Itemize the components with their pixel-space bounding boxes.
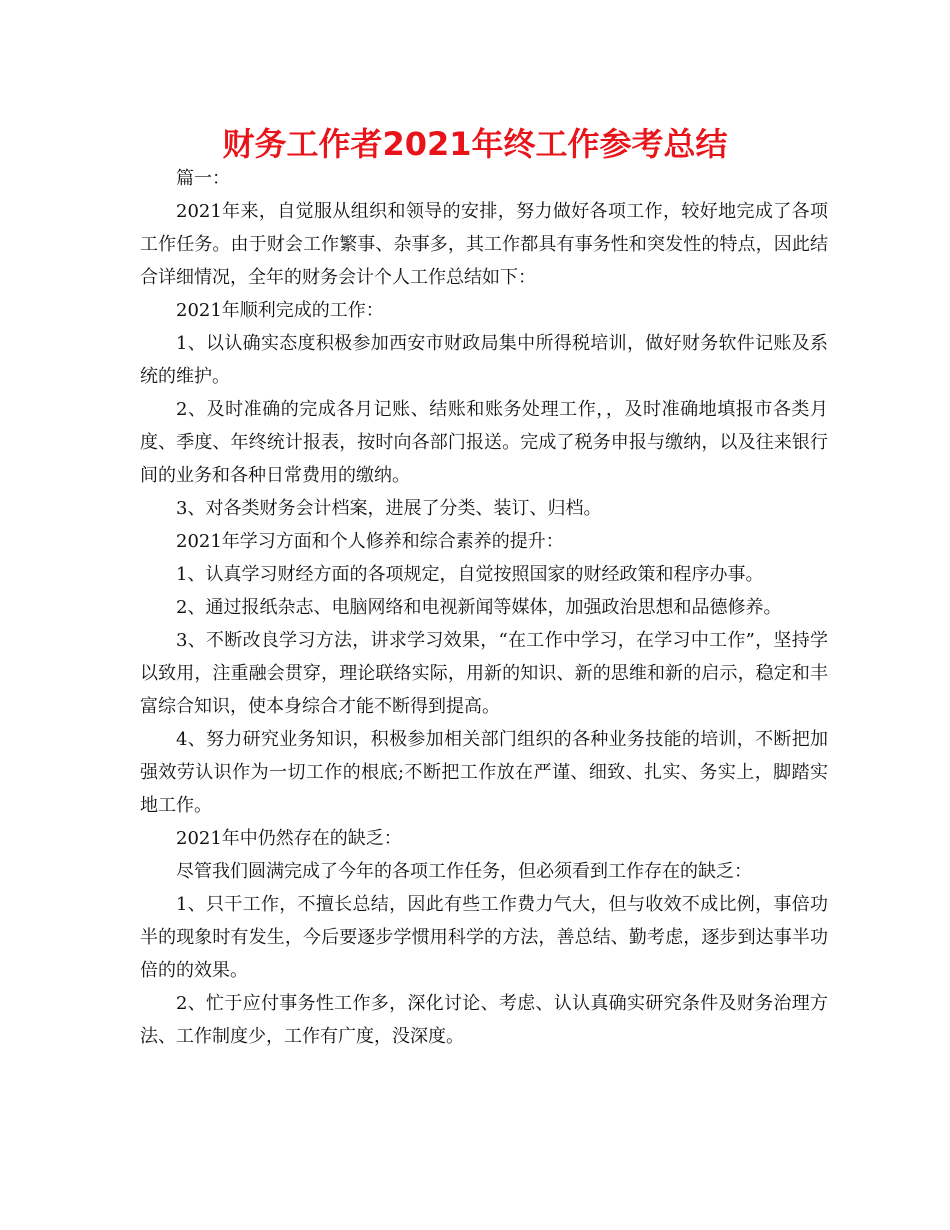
- document-title: 财务工作者2021年终工作参考总结: [222, 125, 728, 163]
- paragraph: 尽管我们圆满完成了今年的各项工作任务，但必须看到工作存在的缺乏：: [176, 861, 752, 882]
- paragraph: 2021年来，自觉服从组织和领导的安排，努力做好各项工作，较好地完成了各项工作任务。由于财会工作繁事、杂事多，其工作都具有事务性和突发性的特点，因此结合详细情况，全年的财务会计个人工作总结如下：: [140, 201, 828, 288]
- paragraph: 2021年中仍然存在的缺乏：: [176, 828, 402, 849]
- paragraph: 2、通过报纸杂志、电脑网络和电视新闻等媒体，加强政治思想和品德修养。: [176, 597, 782, 618]
- paragraph: 1、以认确实态度积极参加西安市财政局集中所得税培训，做好财务软件记账及系统的维护。: [140, 333, 828, 387]
- paragraph: 3、不断改良学习方法，讲求学习效果，“在工作中学习，在学习中工作”，坚持学以致用，注重融会贯穿，理论联络实际，用新的知识、新的思维和新的启示，稳定和丰富综合知识，使本身综合才能不断得到提高。: [140, 630, 828, 717]
- paragraph: 3、对各类财务会计档案，进展了分类、装订、归档。: [176, 498, 602, 519]
- document-body: [140, 162, 828, 1053]
- paragraph: 2、忙于应付事务性工作多，深化讨论、考虑、认认真确实研究条件及财务治理方法、工作制度少，工作有广度，没深度。: [140, 993, 828, 1047]
- paragraph: 2、及时准确的完成各月记账、结账和账务处理工作，，及时准确地填报市各类月度、季度、年终统计报表，按时向各部门报送。完成了税务申报与缴纳，以及往来银行间的业务和各种日常费用的缴纳。: [140, 399, 828, 486]
- paragraph: 1、认真学习财经方面的各项规定，自觉按照国家的财经政策和程序办事。: [176, 564, 764, 585]
- paragraph: 2021年学习方面和个人修养和综合素养的提升：: [176, 531, 564, 552]
- paragraph: 4、努力研究业务知识，积极参加相关部门组织的各种业务技能的培训，不断把加强效劳认识作为一切工作的根底;不断把工作放在严谨、细致、扎实、务实上，脚踏实地工作。: [140, 729, 828, 816]
- paragraph: 2021年顺利完成的工作：: [176, 300, 384, 321]
- paragraph: 篇一：: [176, 168, 230, 189]
- paragraph: 1、只干工作，不擅长总结，因此有些工作费力气大，但与收效不成比例，事倍功半的现象时有发生，今后要逐步学惯用科学的方法，善总结、勤考虑，逐步到达事半功倍的的效果。: [140, 894, 828, 981]
